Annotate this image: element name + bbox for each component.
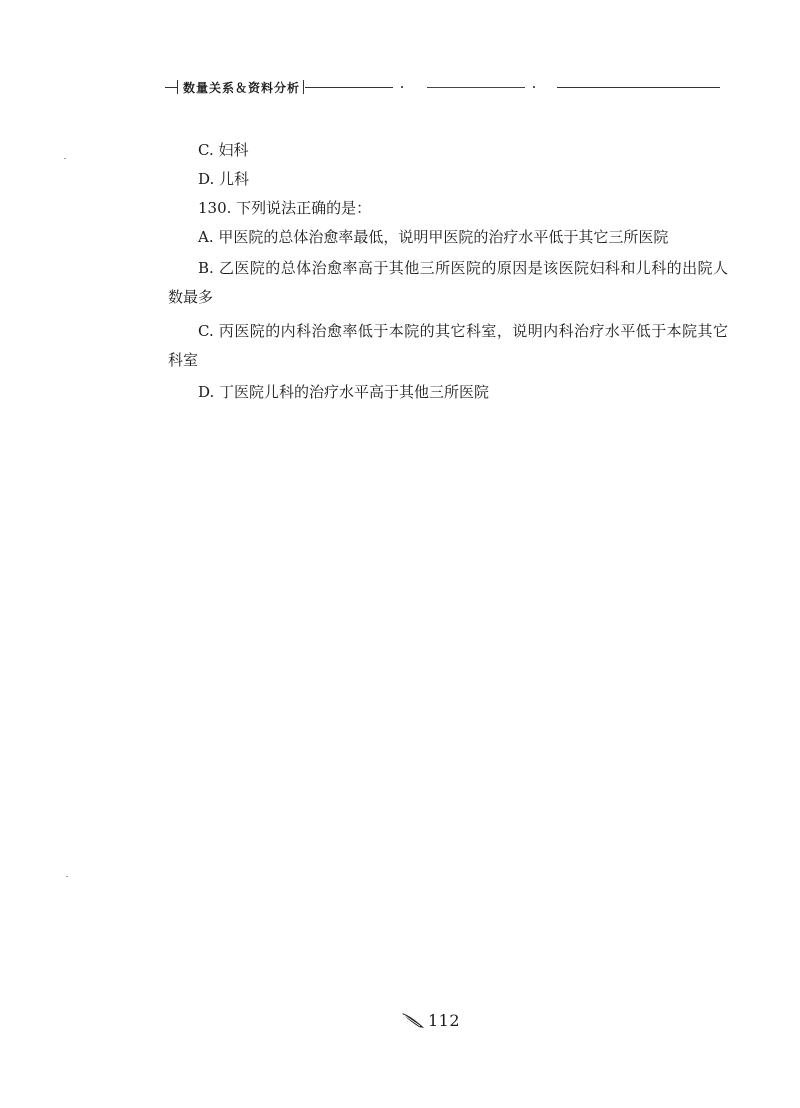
header-bar-right [303,80,304,94]
header-title: 数量关系＆资料分析 [183,81,301,95]
scan-speck [66,876,68,877]
quill-pen-icon [400,1010,426,1030]
header-rule-segment [427,87,525,88]
question-option-d: D. 丁医院儿科的治疗水平高于其他三所医院 [198,383,490,401]
option-d-previous: D. 儿科 [198,170,250,188]
header-rule-dot [533,86,535,88]
header-rule-segment [557,87,720,88]
page-footer [400,1008,460,1032]
option-c-previous: C. 妇科 [198,141,249,159]
header-rule-dot [401,86,403,88]
scan-speck [64,158,66,159]
question-content [168,138,728,409]
question-option-b: B. 乙医院的总体治愈率高于其他三所医院的原因是该医院妇科和儿科的出院人数最多 [168,259,728,306]
question-option-a: A. 甲医院的总体治愈率最低，说明甲医院的治疗水平低于其它三所医院 [198,228,669,246]
question-option-c: C. 丙医院的内科治愈率低于本院的其它科室，说明内科治疗水平低于本院其它科室 [168,322,728,369]
header-rule-left [165,87,177,88]
header-bar-left [177,80,178,94]
running-header [165,78,720,98]
question-stem: 130. 下列说法正确的是： [198,199,372,217]
page-number: 112 [428,1010,461,1030]
header-rule-segment [305,87,393,88]
